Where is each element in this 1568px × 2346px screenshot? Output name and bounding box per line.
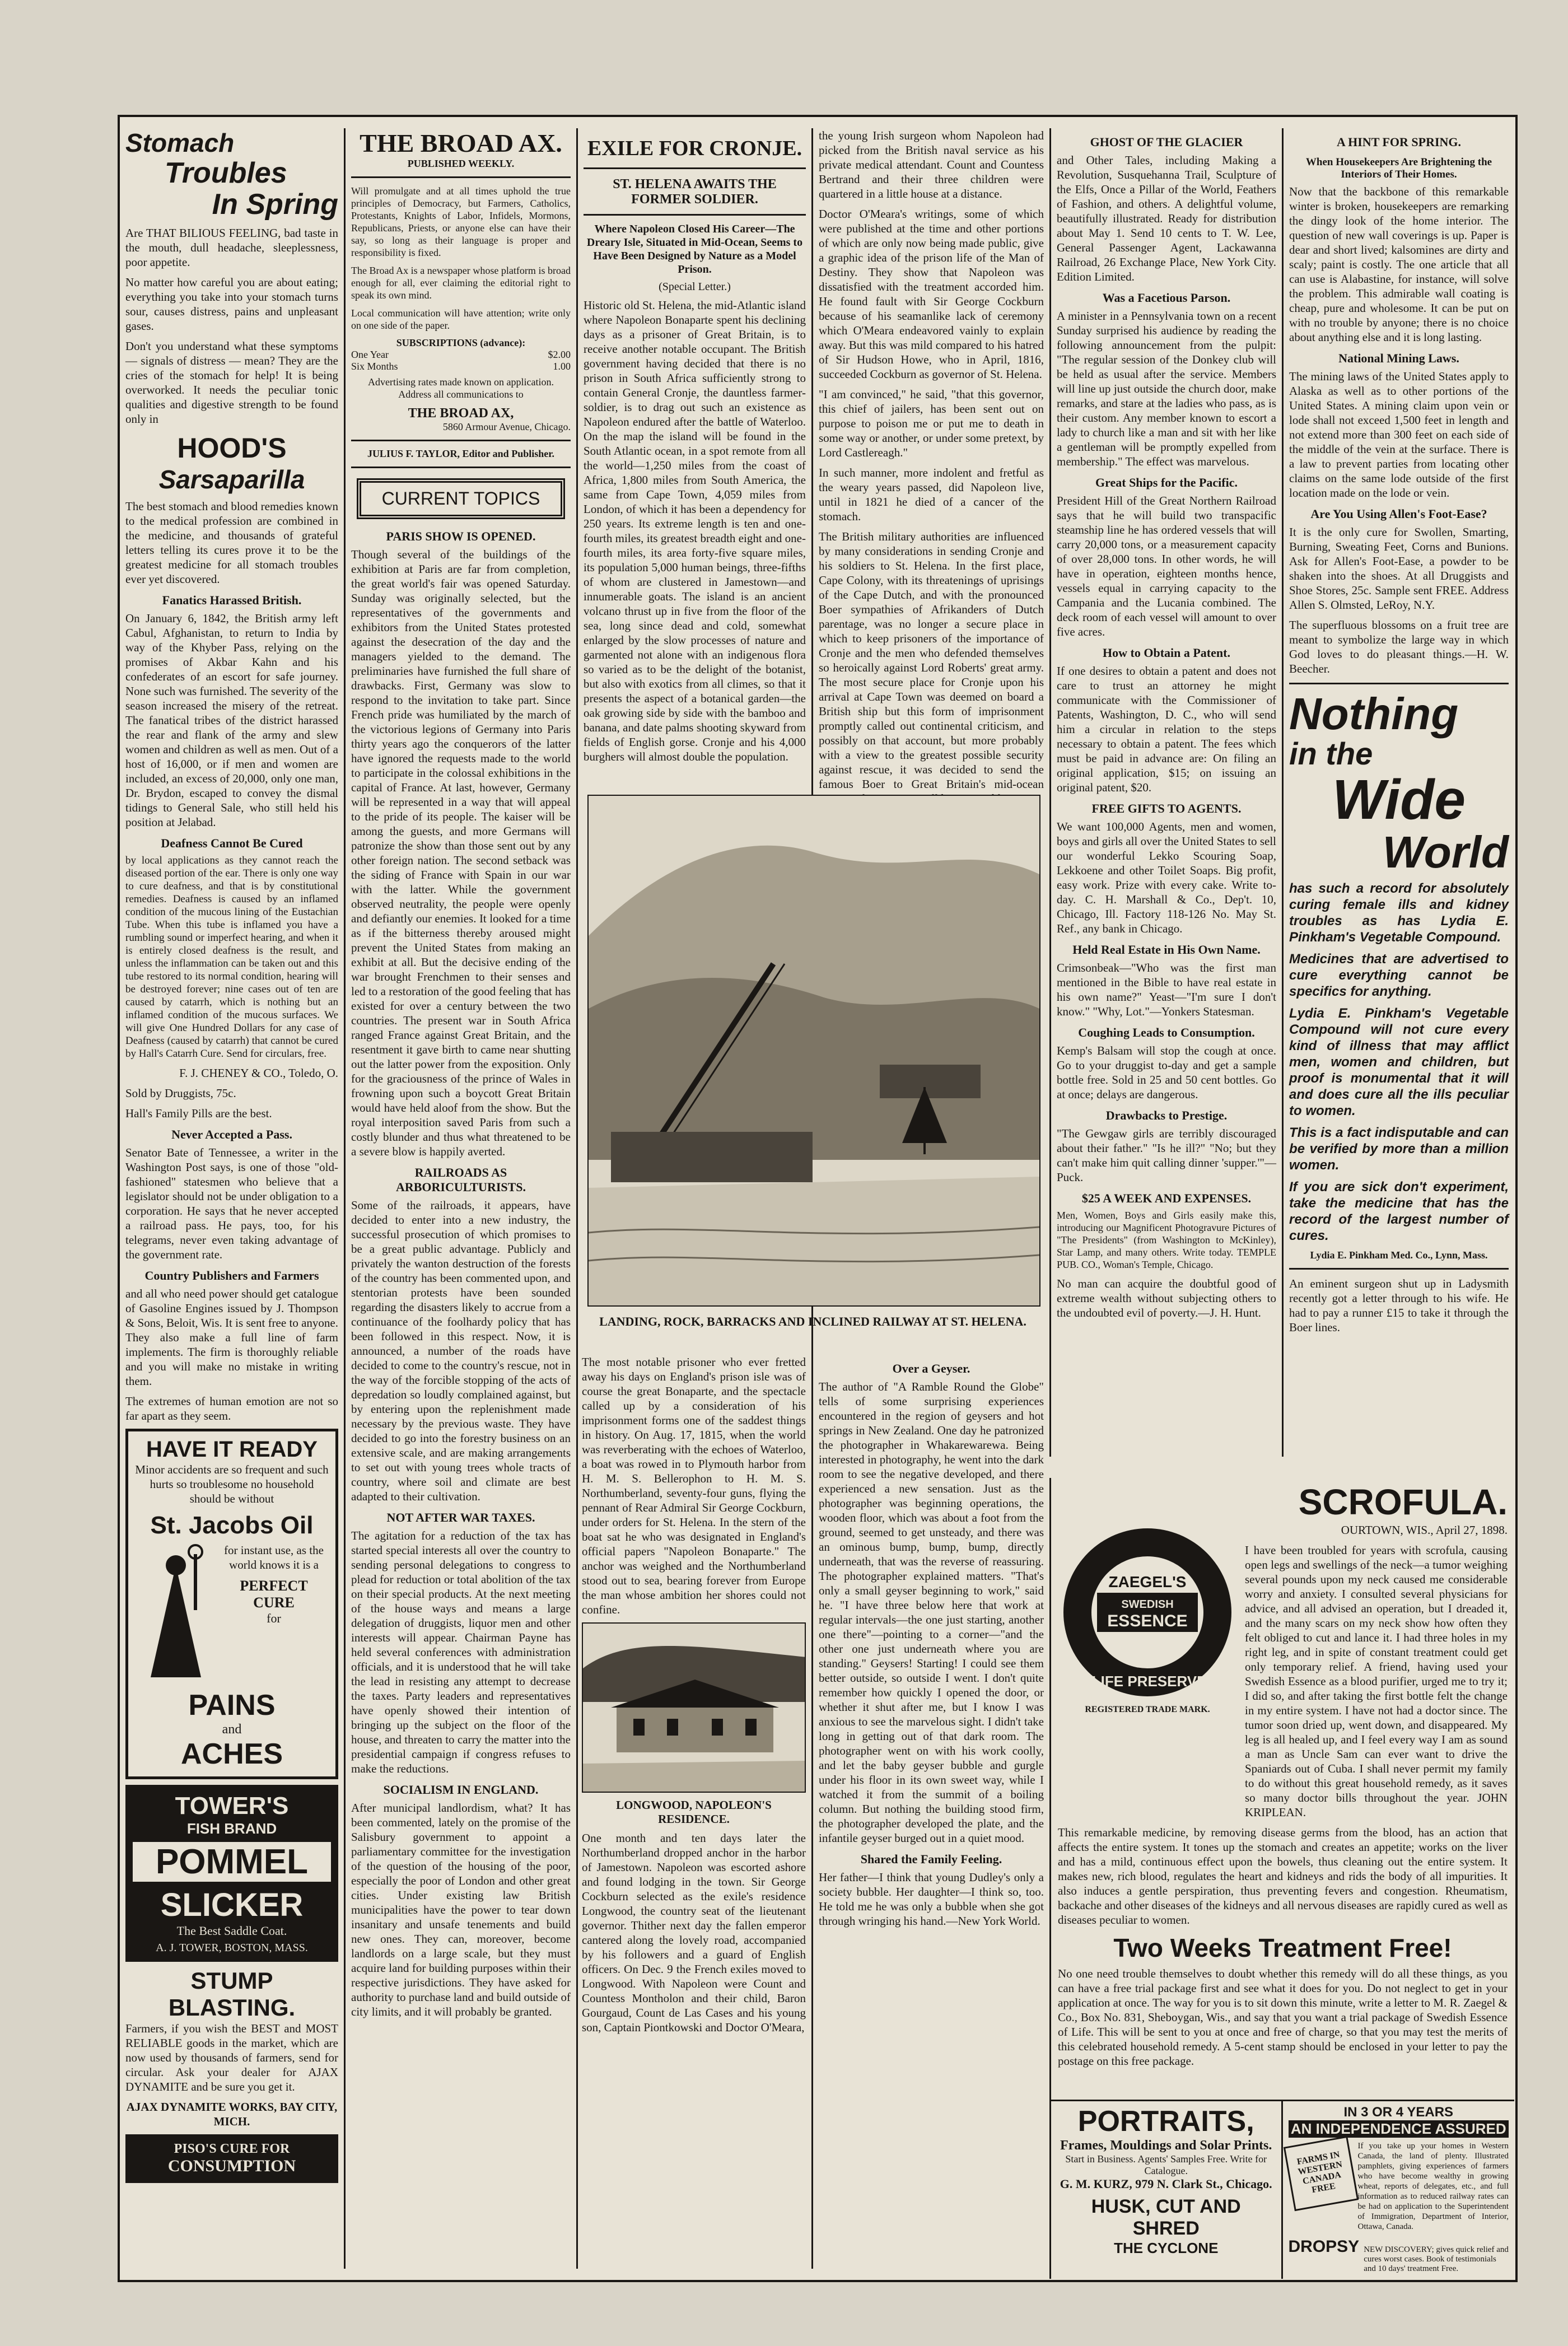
article-body: It is the only cure for Swollen, Smarting, Burning, Sweating Feet, Corns and Bunions. Ask for Allen's Foot-Ease, a powder to be shaken into the shoes. At all Druggists and Shoe Stores, 25c. Sample sent FREE. Address Allen S. Olmsted, LeRoy, N.Y. bbox=[1289, 525, 1509, 612]
advertiser-name: F. J. CHENEY & CO., Toledo, O. bbox=[179, 1066, 338, 1080]
illustration-caption: LANDING, ROCK, BARRACKS AND INCLINED RAILWAY AT ST. HELENA. bbox=[599, 1314, 1026, 1328]
article-body: Crimsonbeak—"Who was the first man mentioned in the Bible to have real estate in his own name?" Yeast—"I'm sure I don't know." "Why, Lot."—Yonkers Statesman. bbox=[1057, 961, 1276, 1018]
article-body: The superfluous blossoms on a fruit tree are meant to symbolize the large way in which God loves to do pleasant things.—H. W. Beecher. bbox=[1289, 618, 1509, 675]
article-heading: Great Ships for the Pacific. bbox=[1095, 475, 1238, 489]
column-3-lower bbox=[576, 1355, 811, 2269]
masthead-text: Will promulgate and at all times uphold the true principles of Democracy, but Farmers, Catholics, Protestants, Knights of Labor, Infidels, Mormons, Republicans, Priests, or anyone else can have their say, so long as their language is proper and responsibility is fixed. bbox=[351, 185, 571, 258]
sarsaparilla-brand: Sarsaparilla bbox=[158, 465, 305, 494]
subscription-label: Six Months bbox=[351, 361, 398, 372]
ad-text: G. M. KURZ, 979 N. Clark St., Chicago. bbox=[1060, 2177, 1272, 2191]
ad-text: PISO'S CURE FOR bbox=[174, 2142, 290, 2156]
ad-headline-2: Troubles bbox=[165, 157, 287, 189]
ad-headline: in the bbox=[1289, 736, 1373, 771]
divider bbox=[584, 214, 806, 216]
article-heading: RAILROADS AS ARBORICULTURISTS. bbox=[395, 1165, 526, 1194]
dateline: (Special Letter.) bbox=[659, 281, 731, 293]
ad-word: PERFECT bbox=[240, 1578, 308, 1594]
ad-paragraph: The best stomach and blood remedies known to the medical profession are combined in the medicine, and thousands of grateful letters telling its cures prove it to be the greatest medicine for all stomach troubles ever yet discovered. bbox=[125, 500, 338, 586]
ad-text: for instant use, as the world knows it is a bbox=[224, 1543, 324, 1571]
ad-headline: HAVE IT READY bbox=[146, 1437, 318, 1462]
column-1 bbox=[120, 128, 344, 2269]
article-heading: Held Real Estate in His Own Name. bbox=[1072, 943, 1261, 957]
article-heading: GHOST OF THE GLACIER bbox=[1090, 135, 1243, 149]
pisos-cure-ad bbox=[125, 2134, 338, 2183]
ad-right bbox=[218, 1543, 330, 1689]
article-heading: Are You Using Allen's Foot-Ease? bbox=[1310, 507, 1487, 521]
masthead-text: Advertising rates made known on application. Address all communications to bbox=[368, 376, 554, 400]
ad-headline: Nothing bbox=[1289, 689, 1459, 739]
ad-paragraph: No matter how careful you are about eating; everything you take into your stomach turns sour, causes distress, pains and unpleasant gases. bbox=[125, 276, 338, 333]
pinkham-ad bbox=[1289, 691, 1509, 1261]
article-body: A minister in a Pennsylvania town on a recent Sunday surprised his audience by reading the following announcement from the pulpit: "The regular session of the Donkey club will be held as usual after the service. Members will line up just outside the church door, make remarks, and stare at the ladies who pass, as is their custom. Any member known to escort a lady to church like a man and sit with her like a gentleman will be promptly expelled from membership." The effect was marvelous. bbox=[1057, 309, 1276, 468]
divider bbox=[351, 440, 571, 441]
masthead-text: The Broad Ax is a newspaper whose platform is broad enough for all, ever claiming the editorial right to speak its own mind. bbox=[351, 265, 571, 301]
life-preserver-icon bbox=[1058, 1523, 1237, 1702]
longwood-illustration bbox=[582, 1622, 806, 1793]
ad-word: and bbox=[222, 1722, 242, 1737]
essence-logo-block bbox=[1058, 1523, 1237, 1825]
article-body: On January 6, 1842, the British army left Cabul, Afghanistan, to return to India by way of the Khyber Pass, relying on the promises of Akbar Kahn and his confederates of an escort for safe journey. None such was furnished. The severity of the season increased the misery of the retreat. The fanatical tribes of the district harassed the rear and flank of the army and slew women and children as well as men. Out of a host of 16,000, or if men and women are included, an excess of 20,000, only one man, Dr. Brydon, escaped to convey the dismal tidings to General Sale, who still held his position at Jelabad. bbox=[125, 612, 338, 829]
bottom-ads bbox=[1049, 2100, 1514, 2279]
article-heading: Country Publishers and Farmers bbox=[144, 1268, 319, 1282]
article-heading: Deafness Cannot Be Cured bbox=[161, 836, 303, 850]
masthead: THE BROAD AX. bbox=[360, 129, 562, 157]
masthead-text: Local communication will have attention; write only on one side of the paper. bbox=[351, 307, 571, 331]
subscription-price: $2.00 bbox=[548, 349, 571, 360]
article-body: "I am convinced," he said, "that this governor, this chief of jailers, has been sent out on purpose to poison me or put me to death in some way or another, or under some pretext, by Lord Castlereagh." bbox=[819, 388, 1044, 459]
towers-slicker-ad bbox=[125, 1785, 338, 1962]
ad-text: Medicines that are advertised to cure everything cannot be specifics for anything. bbox=[1289, 952, 1509, 999]
article-body: "The Gewgaw girls are terribly discouraged about their father." "Is he ill?" "No; but they can't make him quit calling dinner 'supper.'"—Puck. bbox=[1057, 1127, 1276, 1184]
article-body: In such manner, more indolent and fretful as the weary years passed, did Napoleon live, until in 1821 he died of a cancer of the stomach. bbox=[819, 466, 1044, 523]
article-heading: SOCIALISM IN ENGLAND. bbox=[383, 1783, 539, 1797]
article-heading: $25 A WEEK AND EXPENSES. bbox=[1081, 1191, 1252, 1205]
st-helena-illustration bbox=[587, 795, 1040, 1307]
monk-figure-icon bbox=[134, 1543, 218, 1689]
article-body: Senator Bate of Tennessee, a writer in the Washington Post says, is one of those "old-fashioned" statesmen who believe that a legislator should not be under obligation to a corporation. He says that he never accepted a railroad pass. He pays, too, for his telegrams, never even taking advantage of the government rate. bbox=[125, 1146, 338, 1261]
article-body: The author of "A Ramble Round the Globe" tells of some surprising experiences encountered in the region of geysers and hot springs in New Zealand. One day he patronized the photographer in Whakarewarewa. Being interested in photography, he went into the dark room to see the negative developed, and there experienced a new sensation. Just as the photographer was beginning operations, the wooden floor, which was about a foot from the ground, seemed to get unsteady, and there was an ominous bump, bump, bump, directly underneath, that was the reverse of reassuring. The photographer explained matters. "That's only a small geyser beginning to work," said he. "I have three below here that work at regular intervals—the one just starting, another one there"—pointing to a corner—"and the other one just underneath where you are standing." Geysers! Starting! I could see them better outside, so outside I went. I don't quite remember how quickly I opened the door, or whether it shut after me, but I know I was anxious to see the marvelous sight. I didn't take long in getting out of that dark room. The photographer went on with his work coolly, and let the baby geyser bubble and gurgle under his floor in its own sweet way, while I watched it from the summit of a boiling column. But nothing the building stood firm, the photographer developed the plate, and the infantile geyser burged out in a quiet mood. bbox=[819, 1380, 1044, 1845]
article-heading: A HINT FOR SPRING. bbox=[1336, 135, 1462, 149]
article-subheading: When Housekeepers Are Brightening the Interiors of Their Homes. bbox=[1305, 156, 1492, 180]
illustration-caption: LONGWOOD, NAPOLEON'S RESIDENCE. bbox=[616, 1798, 772, 1826]
article-body: The agitation for a reduction of the tax has started special interests all over the country to sending personal delegations to congress to plead for reduction or total abolition of the tax on their special products. At the next meeting of the house ways and means a large delegation of druggists, liquor men and other interests will appear. Chairman Payne has held several conferences with administration officials, and it is understood that he will take the lead in resisting any attempt to decrease the taxes. Party leaders and representatives have openly showed their intention of bringing up the subject on the floor of the house, and threaten to carry the matter into the presidential campaign if congress refuses to make the reductions. bbox=[351, 1529, 571, 1775]
article-heading: Never Accepted a Pass. bbox=[171, 1127, 292, 1141]
logo-product: ESSENCE bbox=[1107, 1612, 1188, 1630]
ad-headline: Two Weeks Treatment Free! bbox=[1113, 1933, 1452, 1962]
ad-text: Farmers, if you wish the BEST and MOST RELIABLE goods in the market, which are now used by thousands of farmers, send for circular. Ask your dealer for AJAX DYNAMITE and be sure you get it. bbox=[125, 2022, 338, 2093]
ad-text: Frames, Mouldings and Solar Prints. bbox=[1060, 2138, 1272, 2153]
article-body: If one desires to obtain a patent and does not care to trust an attorney he might communicate with the Commissioner of Patents, Washington, D. C., who will send him a circular in relation to the steps necessary to obtain a patent. The fees which must be paid in advance are: On filing an original application, $15; on issuing an original patent, $20. bbox=[1057, 664, 1276, 794]
canada-ad bbox=[1283, 2101, 1515, 2279]
ad-word-aches: ACHES bbox=[180, 1738, 283, 1770]
article-heading: National Mining Laws. bbox=[1338, 351, 1459, 365]
ad-headline: World bbox=[1382, 827, 1509, 877]
ad-word-pains: PAINS bbox=[188, 1689, 276, 1722]
article-body: Doctor O'Meara's writings, some of which were published at the time and other portions of which are only now being made public, give a graphic idea of the prison life of the Man of Destiny. They show that Napoleon was dissatisfied with the treatment accorded him. He found fault with Sir George Cockburn because of his seamanlike lack of ceremony which O'Meara endeavored vainly to explain away. But this was mild compared to his hatred of Sir Hudson Howe, who in April, 1816, succeeded Cockburn as governor of St. Helena. bbox=[819, 207, 1044, 381]
article-body: An eminent surgeon shut up in Ladysmith recently got a letter through to his wife. He had to pay a runner £15 to take it through the Boer lines. bbox=[1289, 1277, 1509, 1334]
article-body: The mining laws of the United States apply to Alaska as well as to other portions of the United States. A mining claim upon vein or lode shall not exceed 1,500 feet in length and not extend more than 300 feet on each side of the middle of the vein at the surface. There is a law to prevent parties from locating other claims on the same lode outside of the first location made on the lode or vein. bbox=[1289, 370, 1509, 500]
ad-text: Minor accidents are so frequent and such hurts so troublesome no household should be without bbox=[135, 1463, 329, 1505]
article-title: EXILE FOR CRONJE. bbox=[587, 137, 802, 160]
ad-lower bbox=[1058, 1825, 1508, 2068]
ad-brand: TOWER'S bbox=[175, 1792, 289, 1820]
ad-headline: HUSK, CUT AND SHRED bbox=[1091, 2196, 1241, 2239]
advertiser-name: Lydia E. Pinkham Med. Co., Lynn, Mass. bbox=[1310, 1249, 1488, 1261]
divider bbox=[351, 467, 571, 468]
divider bbox=[351, 176, 571, 178]
article-body: Some of the railroads, it appears, have decided to enter into a new industry, the successful prosecution of which promises to be a great public advantage. Publicly and privately the wanton destruction of the forests of the country has been commented upon, and stentorian protests have been sounded regarding the disasters likely to accrue from a continuance of the foolhardy policy that has been followed in this respect. Now, it is announced, a number of the roads have decided to come to the country's rescue, not in the way of the forcible stopping of the acts of depredation so loudly complained against, but by entering upon the replenishment made necessary by the previous waste. They have decided to go into the forestry business on an extensive scale, and are making arrangements to set out with young trees whole tracts of country, where soil and climate are best adapted to their cultivation. bbox=[351, 1198, 571, 1503]
subscription-row bbox=[351, 349, 571, 361]
ad-text: A. J. TOWER, BOSTON, MASS. bbox=[156, 1942, 308, 1954]
section-title: CURRENT TOPICS bbox=[381, 488, 540, 509]
ad-text: has such a record for absolutely curing female ills and kidney troubles as has Lydia E. Pinkham's Vegetable Compound. bbox=[1289, 881, 1509, 945]
ad-body bbox=[134, 1543, 330, 1689]
ad-text: NEW DISCOVERY; gives quick relief and cures worst cases. Book of testimonials and 10 days' treatment Free. bbox=[1364, 2245, 1509, 2273]
ad-product: POMMEL bbox=[133, 1842, 331, 1882]
ad-headline: DROPSY bbox=[1288, 2237, 1360, 2256]
ad-headline-1: Stomach bbox=[125, 128, 235, 157]
ad-text: CONSUMPTION bbox=[167, 2157, 296, 2175]
ad-upper bbox=[1058, 1523, 1508, 1825]
hoods-ad bbox=[125, 128, 338, 586]
ad-paragraph: Don't you understand what these symptoms — signals of distress — mean? They are the cries of the stomach for help! It is being overworked. It needs the peculiar tonic qualities and digestive strength to be found only in bbox=[125, 339, 338, 426]
article-body: by local applications as they cannot reach the diseased portion of the ear. There is only one way to cure deafness, and that is by constitutional remedies. Deafness is caused by an inflamed condition of the mucous lining of the Eustachian Tube. When this tube is inflamed you have a rumbling sound or imperfect hearing, and when it is entirely closed deafness is the result, and unless the inflammation can be taken out and this tube restored to its normal condition, hearing will be destroyed forever; nine cases out of ten are caused by catarrh, which is nothing but an inflamed condition of the mucous surfaces. We will give One Hundred Dollars for any case of Deafness (caused by catarrh) that cannot be cured by Hall's Catarrh Cure. Send for circulars, free. bbox=[125, 855, 338, 1060]
ad-paragraph: Are THAT BILIOUS FEELING, bad taste in the mouth, dull headache, sleeplessness, poor appetite. bbox=[125, 226, 338, 269]
newspaper-page bbox=[118, 115, 1518, 2282]
article-heading: Fanatics Harassed British. bbox=[162, 593, 302, 607]
stump-blasting-headline: STUMP BLASTING. bbox=[168, 1967, 296, 2021]
column-2 bbox=[344, 128, 576, 2269]
subscription-row bbox=[351, 361, 571, 372]
portraits-ad bbox=[1051, 2101, 1283, 2279]
ad-headline: SCROFULA. bbox=[1298, 1482, 1508, 1522]
st-jacobs-oil-ad bbox=[125, 1429, 338, 1779]
ad-text: No one need trouble themselves to doubt whether this remedy will do all these things, as you can have a free trial package first and see what it does for you. Do not neglect to get in your application at once. The way for you is to sit down this minute, write a letter to M. R. Zaegel & Co., Box No. 831, Sheboygan, Wis., and say that you want a trial package of Swedish Essence of Life. This will be sent to you at once and free of charge, so that you may test the merits of this celebrated household remedy. A 5-cent stamp should be enclosed in your letter to pay the postage on this free package. bbox=[1058, 1967, 1508, 2068]
article-body: Sold by Druggists, 75c. bbox=[125, 1086, 236, 1100]
address: 5860 Armour Avenue, Chicago. bbox=[442, 421, 571, 432]
ad-text: AJAX DYNAMITE WORKS, BAY CITY, MICH. bbox=[126, 2100, 338, 2128]
article-body: Now that the backbone of this remarkable winter is broken, housekeepers are remarking the dingy look of the home interior. The question of new wall coverings is up. Paper is dear and short lived; kalsomines are dirty and scaly; paint is costly. The one article that all can use is Alabastine, for instance, will solve the problem. This admirable wall coating is cheap, pure and wholesome. It can be put on with no trouble by anyone; there is no choice about anything else and it is long lasting. bbox=[1289, 185, 1509, 344]
article-heading: Drawbacks to Prestige. bbox=[1105, 1108, 1228, 1122]
article-body: We want 100,000 Agents, men and women, boys and girls all over the United States to sell our wonderful Lekko Scouring Soap, Lekkoene and other Toilet Soaps. Big profit, easy work. Prize with every cake. Write to-day. C. H. Marshall & Co., Dep't. 10, Chicago, Ill. Factory 118-126 No. May St. Ref., any bank in Chicago. bbox=[1057, 820, 1276, 935]
article-body: Historic old St. Helena, the mid-Atlantic island where Napoleon Bonaparte spent his declining days as a prisoner of Great Britain, is to receive another notable occupant. The British government having decided that there is no prison in South Africa sufficiently strong to contain General Cronje, the dauntless farmer-soldier, is to drag out such an existence as Napoleon endured after the battle of Waterloo. On the map the island will be found in the South Atlantic ocean, in a spot remote from all the world—1,250 miles from the coast of Africa, 1,800 miles from South America, the same from Cape Town, 4,059 miles from London, of which it has been a dependency for 250 years. Its extreme length is ten and one-fourth miles, its greatest breadth eight and one-fourth miles, its area forty-five square miles, its population 5,000 human beings, three-fifths of whom are clustered in Jamestown—and innumerable goats. The island is an ancient volcano thrust up in five from the floor of the sea, long since dead and cold, somewhat enlarged by the slow processes of nature and garmented not alone with an indigenous flora so varied as to be the delight of the botanist, but also with exotics from all climes, so that it presents the aspect of a botanical garden—the oak growing side by side with the bamboo and banana, and date palms shooting skyward from fields of English gorse. Cronje and his 4,000 burghers will almost double the population. bbox=[584, 299, 806, 763]
article-body: The British military authorities are influenced by many considerations in sending Cronje and his soldiers to St. Helena. In the first place, Cape Colony, with its threatenings of uprisings of the Cape Dutch, and with the pronounced Boer sympathies of Afrikanders of Dutch parentage, was no longer a secure place in which to keep prisoners of the importance of Cronje and the men who defended themselves so heroically against Lord Roberts' great army. The most secure place for Cronje upon his arrival at Cape Town was deemed on board a British ship but this form of imprisonment promptly called out continental criticism, and possibly on that account, but more probably with a view to the greatest possible security against rescue, it was decided to send the famous Boer to Great Britain's mid-ocean bbox=[819, 530, 1044, 791]
ad-brand-sub: FISH BRAND bbox=[186, 1820, 277, 1837]
article-subtitle: ST. HELENA AWAITS THE FORMER SOLDIER. bbox=[613, 177, 777, 207]
article-heading: Was a Facetious Parson. bbox=[1102, 291, 1231, 305]
article-body: Hall's Family Pills are the best. bbox=[125, 1107, 272, 1120]
ad-text: The Best Saddle Coat. bbox=[176, 1924, 287, 1938]
subscription-price: 1.00 bbox=[553, 361, 571, 372]
ad-headline: AN INDEPENDENCE ASSURED bbox=[1289, 2120, 1509, 2138]
editor-line: JULIUS F. TAYLOR, Editor and Publisher. bbox=[367, 448, 555, 459]
column-4-lower bbox=[811, 1355, 1049, 2269]
logo-ring-text: A LIFE PRESERVER bbox=[1077, 1673, 1217, 1690]
subscription-label: One Year bbox=[351, 349, 389, 360]
address-name: THE BROAD AX, bbox=[408, 406, 514, 421]
article-heading: PARIS SHOW IS OPENED. bbox=[386, 529, 536, 543]
ad-word: CURE bbox=[253, 1594, 295, 1611]
article-body: Men, Women, Boys and Girls easily make this, introducing our Magnificent Photogravure Pictures of "The Presidents" (from Washington to McKinley), Star Lamp, and many others. Write today. TEMPLE PUB. CO., Woman's Temple, Chicago. bbox=[1057, 1210, 1276, 1270]
dropsy-ad bbox=[1289, 2237, 1509, 2274]
article-body: After municipal landlordism, what? It has been commented, lately on the promise of the Salisbury government to appoint a parliamentary committee for the investigation of the question of the housing of the poor, especially the poor of London and other great cities. Under existing law British municipalities have the power to tear down insanitary and unsafe tenements and build new ones. They can, moreover, become landlords on a large scale, but they must acquire land for building purposes within their respective jurisdictions. They have asked for authority to purchase land and build outside of city limits, and it will probably be granted. bbox=[351, 1801, 571, 2018]
article-body: One month and ten days later the Northumberland dropped anchor in the harbor of Jamestown. Napoleon was escorted ashore and found lodging in the town. Sir George Cockburn selected as the exile's residence Longwood, the country seat of the lieutenant governor. Thither next day the fallen emperor cantered along the lovely road, accompanied by his followers and a guard of English officers. On Dec. 9 the French exiles moved to Longwood. With Napoleon were Count and Countess Montholon and their child, Baron Gourgaud, Count de Las Cases and his young son, Captain Piontkowski and Doctor O'Meara, bbox=[582, 1831, 806, 2034]
masthead-sub: PUBLISHED WEEKLY. bbox=[407, 158, 515, 169]
longwood-engraving bbox=[583, 1624, 806, 1792]
article-body: and all who need power should get catalogue of Gasoline Engines issued by J. Thompson & Sons, Beloit, Wis. It is sent free to anyone. They also make a full line of farm implements. The firm is thoroughly reliable and you will make no mistake in writing them. bbox=[125, 1287, 338, 1388]
column-6 bbox=[1282, 128, 1514, 1457]
logo-sub: SWEDISH bbox=[1121, 1598, 1174, 1611]
product-name: St. Jacobs Oil bbox=[150, 1512, 314, 1539]
article-body: The most notable prisoner who ever fretted away his days on England's prison isle was of course the great Bonaparte, and the spectacle called up by a consideration of his imprisonment forms one of the saddest things in history. On Aug. 17, 1815, when the world was reverberating with the echoes of Waterloo, a boat was rowed in to Plymouth harbor from H. M. S. Bellerophon to H. M. S. Northumberland, seventy-four guns, flying the pennant of Rear Admiral Sir George Cockburn, under orders for St. Helena. In the stern of the boat sat he who was designated in England's official papers "Napoleon Bonaparte." The anchor was weighed and the Northumberland stood out to sea, bearing forever from Europe the man whose ambition her shores could not confine. bbox=[582, 1355, 806, 1616]
ad-word: for bbox=[267, 1611, 281, 1625]
article-body: Her father—I think that young Dudley's only a society bubble. Her daughter—I think so, too. He told me he was only a bubble when she got through wringing his hand.—New York World. bbox=[819, 1871, 1044, 1928]
article-heading: FREE GIFTS TO AGENTS. bbox=[1091, 801, 1242, 815]
article-heading: NOT AFTER WAR TAXES. bbox=[386, 1510, 535, 1524]
trade-mark-label: REGISTERED TRADE MARK. bbox=[1085, 1705, 1210, 1714]
ad-headline-3: In Spring bbox=[212, 188, 338, 221]
ad-headline: IN 3 OR 4 YEARS bbox=[1343, 2105, 1454, 2120]
ad-headline: Wide bbox=[1332, 768, 1466, 831]
testimonial-block bbox=[1245, 1523, 1508, 1825]
article-body: The extremes of human emotion are not so far apart as they seem. bbox=[125, 1394, 338, 1422]
logo-brand: ZAEGEL'S bbox=[1108, 1573, 1187, 1591]
divider bbox=[584, 167, 806, 169]
column-5 bbox=[1049, 128, 1282, 1457]
landing-rock-engraving bbox=[589, 796, 1039, 1305]
ad-text: Start in Business. Agents' Samples Free. Write for Catalogue. bbox=[1065, 2153, 1267, 2176]
article-body: the young Irish surgeon whom Napoleon had picked from the British naval service as his private medical attendant. Count and Countess Bertrand and their three children were quartered in a little house at a distance. bbox=[819, 129, 1044, 200]
ad-text: THE CYCLONE bbox=[1114, 2240, 1219, 2256]
testimonial-dateline: OURTOWN, WIS., April 27, 1898. bbox=[1341, 1523, 1508, 1537]
divider bbox=[1289, 1268, 1509, 1270]
ad-text: If you take up your homes in Western Canada, the land of plenty. Illustrated pamphlets, giving experiences of farmers who have become wealthy in growing wheat, reports of delegates, etc., and full information as to reduced railway rates can be had on application to the Superintendent of Immigration, Department of Interior, Ottawa, Canada. bbox=[1357, 2142, 1509, 2231]
ad-product: SLICKER bbox=[160, 1887, 304, 1923]
article-body: and Other Tales, including Making a Revolution, Susquehanna Trail, Sculpture of the Elfs, Once a Pillar of the World, Feathers of Fashion, and others. A delightful volume, beautifully illustrated. Ready for distribution about May 1. Send 10 cents to T. W. Lee, General Passenger Agent, Lackawanna Railroad, 26 Exchange Place, New York City. Edition Limited. bbox=[1057, 153, 1276, 283]
ad-text: This remarkable medicine, by removing disease germs from the blood, has an action that affects the entire system. It tones up the stomach and creates an appetite; works on the liver and has a mild, continuous effect upon the bowels, thus cleaning out the entire system. It makes new, rich blood, regulates the heart and kidneys and rids the body of all impurities. It also induces a gentle perspiration, thus preventing fevers and congestion. Rheumatism, backache and other diseases of the kidneys and all nervous diseases are rapidly cured as well as diseases peculiar to women. bbox=[1058, 1826, 1508, 1927]
hoods-brand: HOOD'S bbox=[177, 432, 287, 464]
current-topics-banner bbox=[357, 478, 565, 519]
testimonial-text: I have been troubled for years with scrofula, causing open legs and swellings of the neck—a tumor weighing several pounds upon my neck caused me considerable worry and anxiety. I consulted several physicians for advice, and all advised an operation, but I dreaded it, and the many scars on my neck show how often they felt obliged to cut and lance it. I had three holes in my right leg, and in spite of constant treatment could get only temporary relief. A friend, having used your Swedish Essence as a blood purifier, urged me to try it; I did so, and after taking the first bottle felt the change in my entire system. I have not had a doctor since. The tumor soon dried up, went down, and disappeared. My leg is all healed up, and I feel every way I am as sound a man as Uncle Sam can ever want to drive the Spaniards out of Cuba. I shall never permit my family to do without this great household remedy, as it saves so many doctor bills throughout the year. JOHN KRIPLEAN. bbox=[1245, 1543, 1508, 1819]
ad-text: If you are sick don't experiment, take the medicine that has the record of the largest number of cures. bbox=[1289, 1179, 1509, 1243]
farms-badge: FARMS IN WESTERN CANADA FREE bbox=[1283, 2136, 1358, 2211]
article-heading: Shared the Family Feeling. bbox=[860, 1852, 1002, 1866]
ad-text: This is a fact indisputable and can be verified by more than a million women. bbox=[1289, 1125, 1509, 1173]
ad-headline: PORTRAITS, bbox=[1077, 2105, 1254, 2138]
subscriptions-heading: SUBSCRIPTIONS (advance): bbox=[396, 337, 526, 348]
article-heading: How to Obtain a Patent. bbox=[1103, 646, 1230, 660]
canada-body bbox=[1289, 2141, 1509, 2237]
article-heading: Over a Geyser. bbox=[892, 1361, 970, 1375]
article-body: No man can acquire the doubtful good of extreme wealth without subjecting others to the undoubted evil of poverty.—J. H. Hunt. bbox=[1057, 1277, 1276, 1319]
ad-text: Lydia E. Pinkham's Vegetable Compound will not cure every kind of illness that may afflict men, women and children, but proof is monumental that it will and does cure all the ills peculiar to women. bbox=[1289, 1006, 1509, 1118]
article-heading: Coughing Leads to Consumption. bbox=[1078, 1025, 1255, 1039]
divider bbox=[1289, 683, 1509, 684]
article-body: President Hill of the Great Northern Railroad says that he will build two transpacific steamship line he has ordered vessels that will carry 20,000 tons, or a measurement capacity of over 28,000 tons. In other words, he will have in operation, eighteen months hence, vessels equal in carrying capacity to the Campania and the Lucania combined. The deck room of each vessel will amount to over five acres. bbox=[1057, 494, 1276, 638]
article-body: Though several of the buildings of the exhibition at Paris are far from completion, the great world's fair was opened Saturday. Sunday was originally selected, but the representatives of the governments and exhibitors from the United States protested against the desecration of the day and the managers yielded to the demand. The preliminaries have furnished the full share of drawbacks. First, Germany was slow to respond to the invitation to take part. Since French pride was humiliated by the march of the victorious legions of Germany into Paris thirty years ago the conquerors of the latter have ignored the requests made to the world to participate in the colossal exhibitions in the capital of France. At last, however, Germany will be represented in a way that will appeal to the pride of its people. The kaiser will be among the guests, and more Germans will patronize the show than those sent out by any other foreign nation. The second setback was the siding of France with Spain in our war with the latter. While the government observed neutrality, the people were openly and defiantly our enemies. It looked for a time as if the bitterness thereby aroused might prevent the United States from making an exhibit at all. But the decisive ending of the war brought Frenchmen to their senses and led to a restoration of the good feeling that has existed for over a century between the two countries. The present war in South Africa ranged France against Great Britain, and the resentment it gave birth to came near shutting out the latter power from the exposition. Only for the graciousness of the prince of Wales in frowning upon such a boycott Great Britain would have held aloof from the show. But the royal interposition saved Paris from such a costly blunder and thus what threatened to be a severe blow is happily averted. bbox=[351, 548, 571, 1158]
article-body: Kemp's Balsam will stop the cough at once. Go to your druggist to-day and get a sample bottle free. Sold in 25 and 50 cent bottles. Go at once; delays are dangerous. bbox=[1057, 1044, 1276, 1101]
article-deck: Where Napoleon Closed His Career—The Dreary Isle, Situated in Mid-Ocean, Seems to Have Been Designed by Nature as a Model Prison. bbox=[586, 223, 803, 276]
